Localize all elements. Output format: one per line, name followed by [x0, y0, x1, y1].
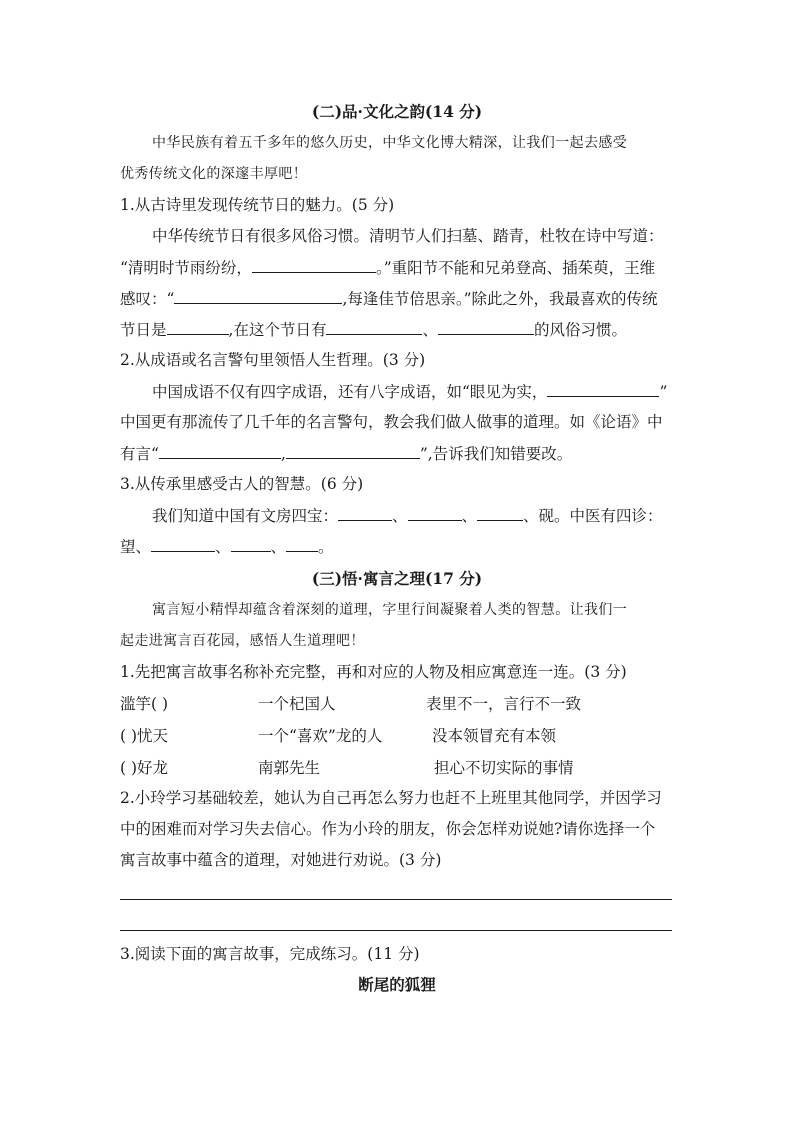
fill-blank-quote-1[interactable]: [159, 442, 281, 459]
story-name-3[interactable]: ( )好龙: [120, 759, 169, 777]
answer-line-1[interactable]: [120, 899, 672, 900]
fill-blank-poem-line-1[interactable]: [252, 256, 376, 273]
q1-line-2-text-a: “清明时节雨纷纷，: [120, 259, 252, 277]
moral-1[interactable]: 表里不一，言行不一致: [426, 695, 582, 713]
separator: 、: [461, 507, 478, 525]
fill-blank-custom-1[interactable]: [326, 318, 422, 335]
moral-3[interactable]: 担心不切实际的事情: [434, 759, 574, 777]
fill-blank-quote-2[interactable]: [286, 442, 420, 459]
answer-line-2[interactable]: [120, 930, 672, 931]
q2-line-3: [120, 442, 680, 465]
q3-line-1: [152, 504, 712, 527]
separator: 、: [215, 538, 231, 556]
q1-line-2-text-b: 。”重阳节不能和兄弟登高、插茱萸，王维: [375, 259, 656, 277]
q1-line-4: [120, 318, 680, 341]
story-name-1[interactable]: 滥竽( ): [120, 695, 169, 713]
q1-prompt: 1.从古诗里发现传统节日的魅力。(5 分): [120, 196, 395, 214]
s3-q3-prompt: 3.阅读下面的寓言故事，完成练习。(11 分): [120, 945, 420, 963]
fill-blank-diagnosis-3[interactable]: [286, 535, 318, 552]
q1-line-4-text-b: ,在这个节日有: [228, 321, 327, 339]
section-2-title: (二)品·文化之韵(14 分): [311, 102, 483, 121]
q1-line-4-text-c: 、: [422, 321, 438, 339]
section-2-intro-line-2: 优秀传统文化的深邃丰厚吧！: [120, 166, 308, 182]
section-3-intro-line-1: 寓言短小精悍却蕴含着深刻的道理，字里行间凝聚着人类的智慧。让我们一: [152, 602, 628, 618]
fill-blank-treasure-3[interactable]: [477, 504, 523, 521]
q3-line-1-text-a: 我们知道中国有文房四宝：: [152, 507, 339, 525]
story-name-2[interactable]: ( )忧天: [120, 727, 169, 745]
q1-line-3-text-a: 感叹：“: [120, 290, 175, 308]
q3-line-1-text-b: 、砚。中医有四诊：: [523, 507, 663, 525]
q2-line-3-text-b: ,: [280, 445, 286, 463]
fill-blank-poem-line-2[interactable]: [174, 287, 342, 304]
s3-q2-line-1: 2.小玲学习基础较差，她认为自己再怎么努力也赶不上班里其他同学，并因学习: [120, 789, 662, 807]
fill-blank-festival[interactable]: [167, 318, 229, 335]
q2-line-2: 中国更有那流传了几千年的名言警句，教会我们做人做事的道理。如《论语》中: [120, 413, 663, 431]
fill-blank-diagnosis-2[interactable]: [231, 535, 271, 552]
fill-blank-treasure-1[interactable]: [338, 504, 392, 521]
q2-prompt: 2.从成语或名言警句里领悟人生哲理。(3 分): [120, 351, 426, 369]
q1-line-2: [120, 256, 680, 279]
section-3-title: (三)悟·寓言之理(17 分): [311, 569, 483, 588]
q3-line-2: [120, 535, 680, 558]
q3-line-2-text-b: 。: [318, 538, 334, 556]
q2-line-1-text-b: ”: [659, 383, 668, 401]
separator: 、: [270, 538, 287, 556]
s3-q2-line-2: 中的困难而对学习失去信心。作为小玲的朋友，你会怎样劝说她?请你选择一个: [120, 820, 656, 838]
q1-line-3-text-b: ,每逢佳节倍思亲。”除此之外，我最喜欢的传统: [342, 290, 658, 308]
moral-2[interactable]: 没本领冒充有本领: [432, 727, 557, 745]
fill-blank-custom-2[interactable]: [438, 318, 534, 335]
q2-line-3-text-a: 有言“: [120, 445, 159, 463]
section-2-intro-line-1: 中华民族有着五千多年的悠久历史，中华文化博大精深，让我们一起去感受: [152, 135, 628, 151]
person-1[interactable]: 一个杞国人: [258, 695, 336, 713]
q2-line-1: [152, 380, 712, 403]
separator: 、: [392, 507, 408, 525]
q3-line-2-text-a: 望、: [120, 538, 152, 556]
q2-line-3-text-c: ”,告诉我们知错要改。: [419, 445, 573, 463]
q1-line-4-text-d: 的风俗习惯。: [533, 321, 627, 339]
fill-blank-idiom[interactable]: [547, 380, 659, 397]
s3-q2-line-3: 寓言故事中蕴含的道理，对她进行劝说。(3 分): [120, 851, 442, 869]
s3-q1-prompt: 1.先把寓言故事名称补充完整，再和对应的人物及相应寓意连一连。(3 分): [120, 663, 627, 681]
section-3-intro-line-2: 起走进寓言百花园，感悟人生道理吧！: [120, 633, 365, 649]
q1-line-4-text-a: 节日是: [120, 321, 167, 339]
fill-blank-treasure-2[interactable]: [408, 504, 462, 521]
person-2[interactable]: 一个“喜欢”龙的人: [258, 727, 383, 745]
fill-blank-diagnosis-1[interactable]: [151, 535, 215, 552]
q1-line-1: 中华传统节日有很多风俗习惯。清明节人们扫墓、踏青，杜牧在诗中写道：: [152, 227, 664, 245]
q2-line-1-text-a: 中国成语不仅有四字成语，还有八字成语，如“眼见为实，: [152, 383, 548, 401]
q3-prompt: 3.从传承里感受古人的智慧。(6 分): [120, 475, 364, 493]
story-title: 断尾的狐狸: [358, 975, 436, 994]
person-3[interactable]: 南郭先生: [258, 759, 321, 777]
q1-line-3: [120, 287, 680, 310]
